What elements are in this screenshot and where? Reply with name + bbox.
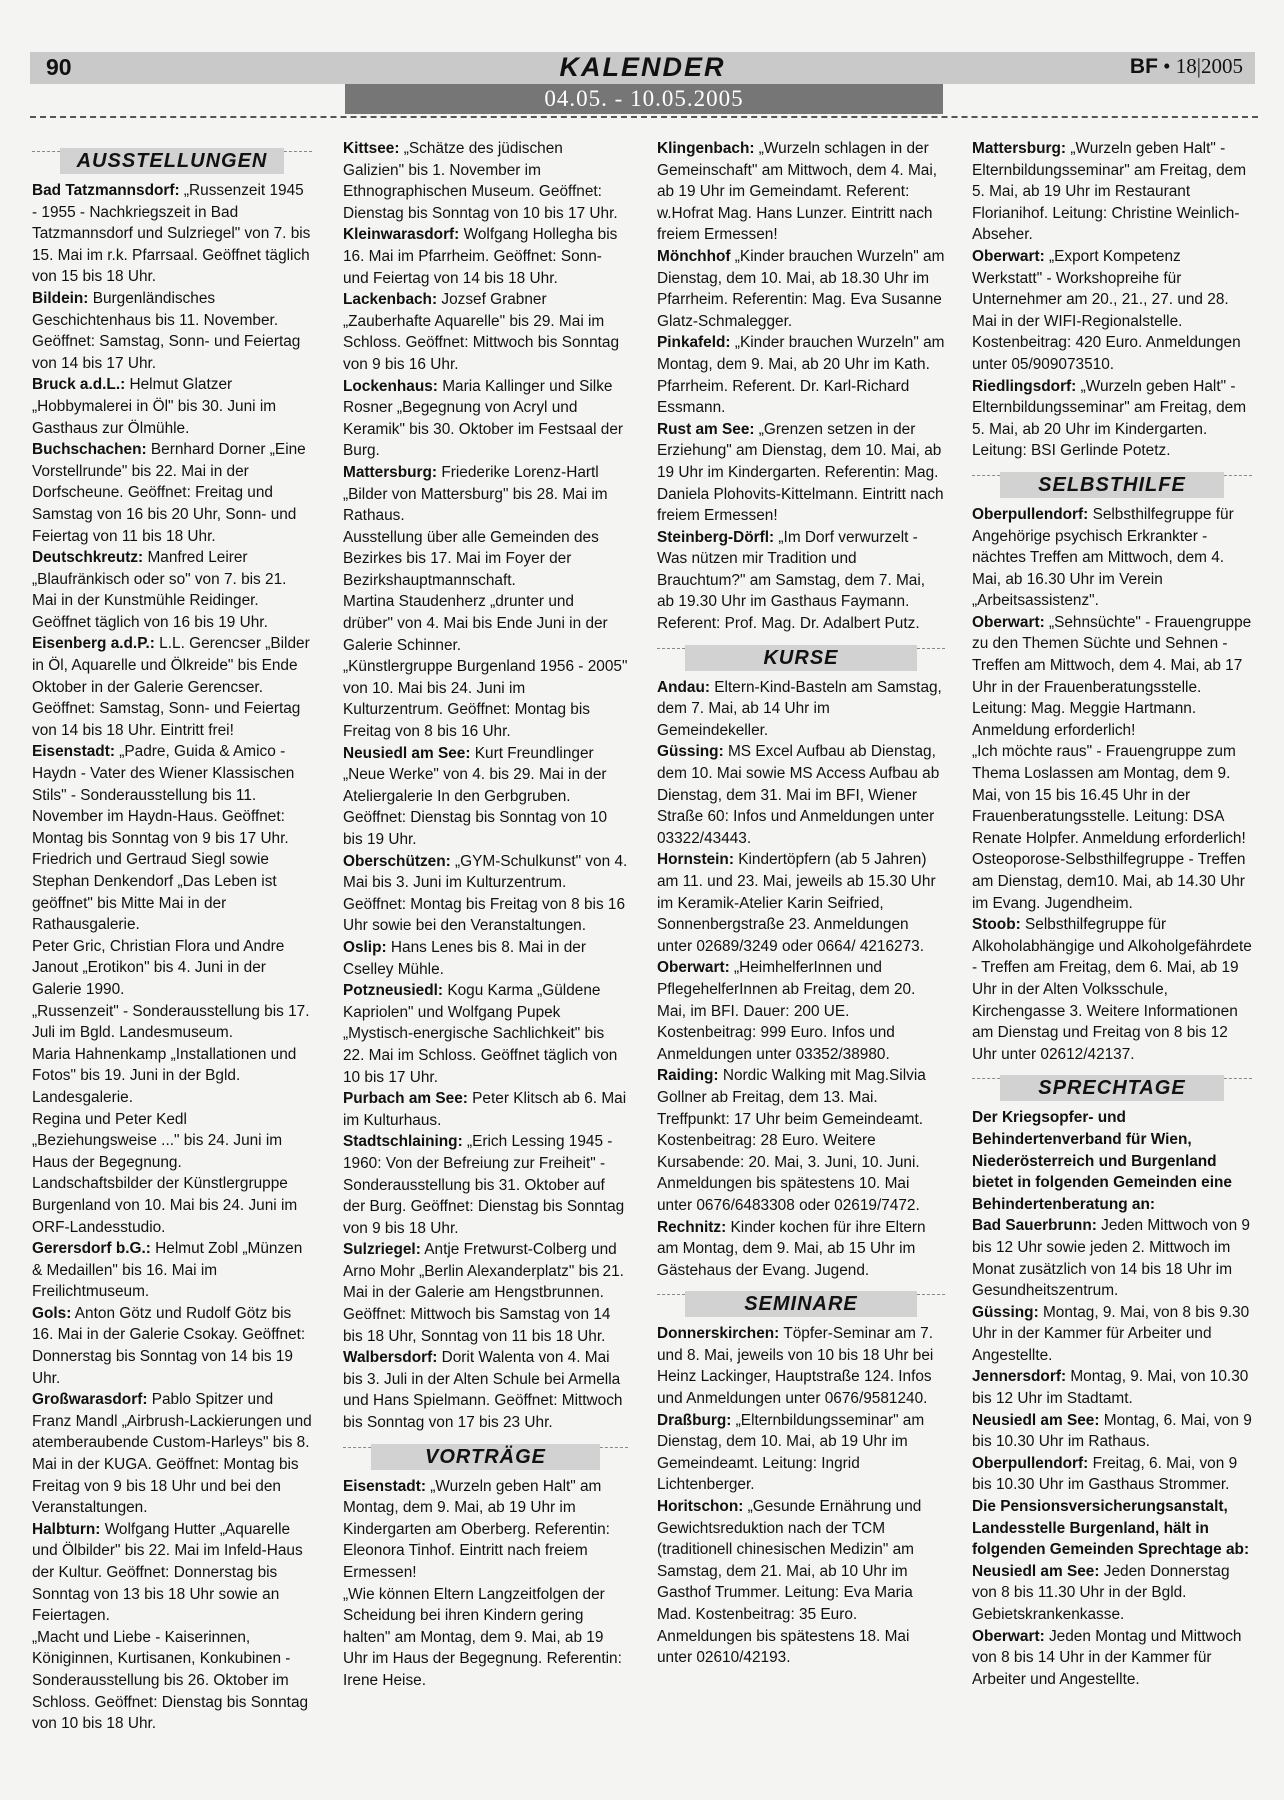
entry-text: Töpfer-Seminar am 7. und 8. Mai, jeweils von 10 bis 18 Uhr bei Heinz Lackinger, Hauptstraße 124. Infos und Anmeldungen unter 0676/9581240. — [657, 1325, 934, 1408]
entry-text: „HeimhelferInnen und PflegehelferInnen ab Freitag, dem 20. Mai, im BFI. Dauer: 200 UE. Kostenbeitrag: 999 Euro. Infos und Anmeldungen unter 03352/38980. — [657, 959, 916, 1063]
entry-text: Maria Kallinger und Silke Rosner „Begegnung von Acryl und Keramik" bis 30. Oktober im Festsaal der Burg. — [343, 377, 624, 460]
column-4 — [972, 138, 1252, 1690]
listing-entry — [972, 1366, 1252, 1409]
publication-abbr: BF — [1129, 55, 1158, 78]
listing-entry — [32, 180, 312, 288]
entry-text: Montag, 9. Mai, von 8 bis 9.30 Uhr in der Kammer für Arbeiter und Angestellte. — [972, 1303, 1250, 1364]
entry-place: Pinkafeld: — [657, 334, 731, 352]
entry-text: Landschaftsbilder der Künstlergruppe Burgenland von 10. Mai bis 24. Juni im ORF-Landesstudio. — [32, 1175, 298, 1236]
page-header — [30, 52, 1255, 84]
entry-place: Neusiedl am See: — [972, 1411, 1100, 1429]
entry-place: Oberschützen: — [343, 852, 451, 870]
notice-text: Die Pensionsversicherungsanstalt, Landesstelle Burgenland, hält in folgenden Gemeinden Sprechtage ab: — [972, 1498, 1250, 1559]
section-title: AUSSTELLUNGEN — [60, 148, 284, 174]
entry-place: Eisenberg a.d.P.: — [32, 635, 155, 653]
entry-place: Oberwart: — [657, 959, 730, 977]
entry-text: „Im Dorf verwurzelt - Was nützen mir Tradition und Brauchtum?" am Samstag, dem 7. Mai, ab 19.30 Uhr im Gasthaus Faymann. Referent: Prof. Mag. Dr. Adalbert Putz. — [657, 528, 926, 633]
listing-entry — [32, 633, 312, 741]
entry-text: Pablo Spitzer und Franz Mandl „Airbrush-Lackierungen und atemberaubende Custom-Harleys" bis 8. Mai in der KUGA. Geöffnet: Montag bis Freitag von 9 bis 18 Uhr und bei den Veranstaltungen. — [32, 1391, 312, 1517]
entry-place: Raiding: — [657, 1067, 719, 1085]
entry-text: „Grenzen setzen in der Erziehung" am Dienstag, dem 10. Mai, ab 19 Uhr im Kindergarten. Referentin: Mag. Daniela Plohovits-Kittelmann. Eintritt nach freiem Ermessen! — [657, 420, 944, 525]
entry-place: Walbersdorf: — [343, 1349, 438, 1367]
entry-place: Oberwart: — [972, 1627, 1045, 1645]
entry-place: Buchschachen: — [32, 441, 147, 459]
entry-text: „Wurzeln geben Halt" - Elternbildungsseminar" am Freitag, dem 5. Mai, ab 20 Uhr im Kindergarten. Leitung: BSI Gerlinde Potetz. — [972, 377, 1247, 460]
listing-entry — [343, 1347, 628, 1433]
listing-entry — [972, 504, 1252, 612]
listing-entry — [657, 1323, 945, 1409]
entry-text: Martina Staudenherz „drunter und drüber" von 4. Mai bis Ende Juni in der Galerie Schinner. — [343, 593, 608, 654]
entry-text: Regina und Peter Kedl „Beziehungsweise ..." bis 24. Juni im Haus der Begegnung. — [32, 1110, 283, 1171]
entry-place: Potzneusiedl: — [343, 982, 444, 1000]
listing-entry — [343, 376, 628, 462]
entry-place: Steinberg-Dörfl: — [657, 528, 775, 546]
listing-entry — [343, 1239, 628, 1347]
listing-entry — [972, 1626, 1252, 1691]
entry-place: Lockenhaus: — [343, 377, 438, 395]
entry-text: Jeden Montag und Mittwoch von 8 bis 14 Uhr in der Kammer für Arbeiter und Angestellte. — [972, 1627, 1242, 1688]
listing-entry — [972, 1410, 1252, 1453]
entry-place: Mattersburg: — [343, 463, 438, 481]
entry-place: Güssing: — [972, 1303, 1039, 1321]
listing-entry — [343, 1584, 628, 1692]
entry-place: Halbturn: — [32, 1520, 101, 1538]
entry-text: Osteoporose-Selbsthilfegruppe - Treffen am Dienstag, dem10. Mai, ab 14.30 Uhr im Evang. Jugendheim. — [972, 851, 1246, 912]
listing-entry — [343, 138, 628, 224]
listing-entry — [32, 439, 312, 547]
listing-entry — [972, 138, 1252, 246]
listing-entry — [972, 1453, 1252, 1496]
column-3 — [657, 138, 945, 1669]
listing-entry — [32, 741, 312, 849]
listing-entry — [32, 288, 312, 374]
listing-entry — [657, 246, 945, 332]
issue-number: 18|2005 — [1175, 54, 1243, 78]
entry-text: Bernhard Dorner „Eine Vorstellrunde" bis 22. Mai in der Dorfscheune. Geöffnet: Freitag und Samstag von 16 bis 20 Uhr, Sonn- und Feiertag von 11 bis 18 Uhr. — [32, 441, 306, 545]
listing-entry — [343, 980, 628, 1088]
page-title: KALENDER — [559, 52, 726, 82]
column-2 — [343, 138, 628, 1692]
entry-place: Güssing: — [657, 743, 724, 761]
section-header — [657, 1285, 945, 1317]
entry-text: Montag, 6. Mai, von 9 bis 10.30 Uhr im Rathaus. — [972, 1411, 1252, 1451]
entry-text: Ausstellung über alle Gemeinden des Bezirkes bis 17. Mai im Foyer der Bezirkshauptmannschaft. — [343, 528, 599, 589]
entry-text: Kindertöpfern (ab 5 Jahren) am 11. und 23. Mai, jeweils ab 15.30 Uhr im Keramik-Atelier Karin Seifried, Sonnenbergstraße 23. Anmeldungen unter 02689/3249 oder 0664/ 4216273. — [657, 851, 936, 955]
listing-entry — [343, 1088, 628, 1131]
section-title: SPRECHTAGE — [1000, 1075, 1224, 1101]
entry-place: Gols: — [32, 1304, 72, 1322]
entry-text: Peter Klitsch ab 6. Mai im Kulturhaus. — [343, 1090, 627, 1129]
entry-place: Kittsee: — [343, 140, 400, 157]
notice-text: Der Kriegsopfer- und Behindertenverband für Wien, Niederösterreich und Burgenland bietet in folgenden Gemeinden eine Behindertenberatung an: — [972, 1109, 1232, 1213]
entry-place: Stoob: — [972, 916, 1021, 934]
page-number: 90 — [46, 54, 72, 80]
listing-entry — [972, 612, 1252, 742]
entry-text: Selbsthilfegruppe für Alkoholabhängige und Alkoholgefährdete - Treffen am Freitag, dem 6. Mai, ab 19 Uhr in der Alten Volksschule, Kirchengasse 3. Weitere Informationen am Dienstag und Freitag von 8 bis 12 Uhr unter 02612/42137. — [972, 916, 1252, 1063]
entry-place: Oberwart: — [972, 613, 1045, 631]
entry-place: Eisenstadt: — [343, 1477, 426, 1495]
listing-entry — [657, 527, 945, 635]
listing-entry — [343, 224, 628, 289]
entry-text: Friedrich und Gertraud Siegl sowie Stephan Denkendorf „Das Leben ist geöffnet" bis Mitte Mai in der Rathausgalerie. — [32, 851, 277, 934]
section-title: KURSE — [685, 645, 917, 671]
entry-place: Mönchhof — [657, 247, 731, 265]
listing-entry — [972, 246, 1252, 376]
listing-entry — [657, 419, 945, 527]
entry-text: „Ich möchte raus" - Frauengruppe zum Thema Loslassen am Montag, dem 9. Mai, von 15 bis 16.45 Uhr in der Frauenberatungsstelle. Leitung: DSA Renate Holpfer. Anmeldung erforderlich! — [972, 743, 1246, 847]
listing-entry — [32, 1627, 312, 1735]
entry-place: Oberwart: — [972, 247, 1045, 265]
entry-text: „GYM-Schulkunst" von 4. Mai bis 3. Juni im Kulturzentrum. Geöffnet: Montag bis Freitag von 8 bis 16 Uhr sowie bei den Veranstaltungen. — [343, 852, 628, 935]
listing-entry — [32, 547, 312, 633]
header-divider — [30, 116, 1258, 118]
entry-place: Großwarasdorf: — [32, 1391, 148, 1409]
section-header — [32, 142, 312, 174]
entry-text: „Macht und Liebe - Kaiserinnen, Königinnen, Kurtisanen, Konkubinen - Sonderausstellung bis 26. Oktober im Schloss. Geöffnet: Dienstag bis Sonntag von 10 bis 18 Uhr. — [32, 1628, 309, 1733]
listing-entry — [972, 914, 1252, 1065]
listing-entry — [343, 527, 628, 592]
entry-place: Bad Tatzmannsdorf: — [32, 182, 180, 199]
listing-entry — [657, 1496, 945, 1669]
entry-place: Mattersburg: — [972, 140, 1067, 157]
section-title: SELBSTHILFE — [1000, 472, 1224, 498]
entry-text: Freitag, 6. Mai, von 9 bis 10.30 Uhr im Gasthaus Strommer. — [972, 1454, 1238, 1494]
entry-place: Bildein: — [32, 289, 89, 307]
entry-text: Wolfgang Hollegha bis 16. Mai im Pfarrheim. Geöffnet: Sonn- und Feiertag von 14 bis 18 Uhr. — [343, 226, 618, 287]
entry-text: „Wie können Eltern Langzeitfolgen der Scheidung bei ihren Kindern gering halten" am Montag, dem 9. Mai, ab 19 Uhr im Haus der Begegnung. Referentin: Irene Heise. — [343, 1585, 622, 1689]
entry-text: Kogu Karma „Güldene Kapriolen" und Wolfgang Pupek „Mystisch-energische Sachlichkeit" bis 22. Mai im Schloss. Geöffnet täglich von 10 bis 17 Uhr. — [343, 982, 618, 1086]
entry-text: „Gesunde Ernährung und Gewichtsreduktion nach der TCM (traditionell chinesischen Medizin" am Samstag, dem 21. Mai, ab 10 Uhr im Gasthof Trummer. Leitung: Eva Maria Mad. Kostenbeitrag: 35 Euro. Anmeldungen bis spätestens 18. Mai unter 02610/42193. — [657, 1498, 922, 1667]
listing-entry — [32, 1001, 312, 1044]
entry-text: Jeden Donnerstag von 8 bis 11.30 Uhr in der Bgld. Gebietskrankenkasse. — [972, 1562, 1230, 1623]
listing-entry — [657, 677, 945, 742]
entry-place: Horitschon: — [657, 1498, 744, 1516]
entry-text: „Wurzeln geben Halt" am Montag, dem 9. Mai, ab 19 Uhr im Kindergarten am Oberberg. Referentin: Eleonora Tinhof. Eintritt nach freiem Ermessen! — [343, 1477, 610, 1581]
section-header — [972, 1069, 1252, 1101]
listing-entry — [343, 1131, 628, 1239]
entry-text: Eltern-Kind-Basteln am Samstag, dem 7. Mai, ab 14 Uhr im Gemeindekeller. — [657, 678, 942, 739]
listing-entry — [32, 1238, 312, 1303]
listing-entry — [972, 1561, 1252, 1626]
listing-entry — [657, 138, 945, 246]
entry-text: Helmut Zobl „Münzen & Medaillen" bis 16. Mai im Freilichtmuseum. — [32, 1240, 303, 1301]
entry-text: „Padre, Guida & Amico - Haydn - Vater des Wiener Klassischen Stils" - Sonderausstellung bis 11. November im Haydn-Haus. Geöffnet: Montag bis Sonntag von 9 bis 17 Uhr. — [32, 743, 295, 847]
listing-entry — [343, 1476, 628, 1584]
entry-place: Jennersdorf: — [972, 1368, 1067, 1386]
listing-entry — [972, 1302, 1252, 1367]
entry-place: Rust am See: — [657, 420, 755, 438]
entry-place: Eisenstadt: — [32, 743, 115, 761]
entry-place: Hornstein: — [657, 851, 734, 869]
entry-text: Maria Hahnenkamp „Installationen und Fotos" bis 19. Juni in der Bgld. Landesgalerie. — [32, 1045, 297, 1106]
entry-text: „Russenzeit 1945 - 1955 - Nachkriegszeit in Bad Tatzmannsdorf und Sulzriegel" von 7. bis 15. Mai im r.k. Pfarrsaal. Geöffnet täglich von 15 bis 18 Uhr. — [32, 182, 311, 286]
entry-place: Klingenbach: — [657, 140, 755, 157]
entry-text: Dorit Walenta von 4. Mai bis 3. Juli in der Alten Schule bei Armella und Hans Spielmann. Geöffnet: Mittwoch bis Sonntag von 17 bis 23 Uhr. — [343, 1349, 623, 1432]
entry-text: „Kinder brauchen Wurzeln" am Dienstag, dem 10. Mai, ab 18.30 Uhr im Pfarrheim. Referentin: Mag. Eva Susanne Glatz-Schmalegger. — [657, 247, 945, 330]
entry-place: Oberpullendorf: — [972, 505, 1089, 523]
listing-entry — [343, 462, 628, 527]
entry-text: Kinder kochen für ihre Eltern am Montag, dem 9. Mai, ab 15 Uhr im Gästehaus der Evang. Jugend. — [657, 1218, 926, 1279]
entry-place: Kleinwarasdorf: — [343, 226, 460, 244]
listing-entry — [32, 849, 312, 935]
entry-text: Helmut Glatzer „Hobbymalerei in Öl" bis 30. Juni im Gasthaus zur Ölmühle. — [32, 376, 277, 437]
listing-entry — [32, 1044, 312, 1109]
listing-entry — [972, 376, 1252, 462]
entry-text: „Künstlergruppe Burgenland 1956 - 2005" von 10. Mai bis 24. Juni im Kulturzentrum. Geöffnet: Montag bis Freitag von 8 bis 16 Uhr. — [343, 658, 628, 741]
entry-text: Kurt Freundlinger „Neue Werke" von 4. bis 29. Mai in der Ateliergalerie In den Gerbgruben. Geöffnet: Dienstag bis Sonntag von 10 bis 19 Uhr. — [343, 744, 608, 848]
entry-text: Nordic Walking mit Mag.Silvia Gollner ab Freitag, dem 13. Mai. Treffpunkt: 17 Uhr beim Gemeindeamt. Kostenbeitrag: 28 Euro. Weitere Kursabende: 20. Mai, 3. Juni, 10. Juni. Anmeldungen bis spätestens 10. Mai unter 0676/6483308 oder 02619/7472. — [657, 1067, 926, 1214]
entry-place: Neusiedl am See: — [343, 744, 471, 762]
entry-text: „Elternbildungsseminar" am Dienstag, dem 10. Mai, ab 19 Uhr im Gemeindeamt. Leitung: Ingrid Lichtenberger. — [657, 1411, 925, 1494]
listing-entry — [343, 743, 628, 851]
entry-place: Bad Sauerbrunn: — [972, 1217, 1097, 1235]
listing-entry — [32, 1303, 312, 1389]
listing-entry — [343, 851, 628, 937]
listing-entry — [657, 849, 945, 957]
entry-text: Friederike Lorenz-Hartl „Bilder von Mattersburg" bis 28. Mai im Rathaus. — [343, 463, 608, 525]
entry-text: Burgenländisches Geschichtenhaus bis 11. November. Geöffnet: Samstag, Sonn- und Feiertag von 14 bis 17 Uhr. — [32, 289, 301, 372]
entry-text: Hans Lenes bis 8. Mai in der Cselley Mühle. — [343, 938, 586, 978]
entry-text: MS Excel Aufbau ab Dienstag, dem 10. Mai sowie MS Access Aufbau ab Dienstag, dem 31. Mai im BFI, Wiener Straße 60: Infos und Anmeldungen unter 03322/43443. — [657, 743, 940, 847]
listing-entry — [657, 1410, 945, 1496]
entry-text: „Sehnsüchte" - Frauengruppe zu den Themen Süchte und Sehnen - Treffen am Mittwoch, dem 4. Mai, ab 17 Uhr in der Frauenberatungsstelle. Leitung: Mag. Meggie Hartmann. Anmeldung erforderlich! — [972, 613, 1252, 739]
entry-text: „Wurzeln geben Halt" - Elternbildungsseminar" am Freitag, dem 5. Mai, ab 19 Uhr im Restaurant Florianihof. Leitung: Christine Weinlich-Abseher. — [972, 140, 1247, 244]
entry-place: Bruck a.d.L.: — [32, 376, 126, 394]
section-title: SEMINARE — [685, 1291, 917, 1317]
entry-text: Montag, 9. Mai, von 10.30 bis 12 Uhr im Stadtamt. — [972, 1368, 1249, 1408]
listing-entry — [32, 1519, 312, 1627]
entry-place: Lackenbach: — [343, 291, 438, 309]
listing-entry — [657, 1065, 945, 1216]
listing-entry — [343, 289, 628, 375]
listing-entry — [657, 332, 945, 418]
entry-place: Oberpullendorf: — [972, 1454, 1089, 1472]
entry-text: „Wurzeln schlagen in der Gemeinschaft" am Mittwoch, dem 4. Mai, ab 19 Uhr im Gemeindamt. Referent: w.Hofrat Mag. Hans Lunzer. Eintritt nach freiem Ermessen! — [657, 140, 938, 244]
entry-text: Anton Götz und Rudolf Götz bis 16. Mai in der Galerie Csokay. Geöffnet: Donnerstag bis Sonntag von 14 bis 19 Uhr. — [32, 1304, 306, 1387]
listing-entry — [657, 1217, 945, 1282]
entry-place: Gerersdorf b.G.: — [32, 1240, 151, 1258]
listing-entry — [32, 936, 312, 1001]
listing-entry — [343, 591, 628, 656]
entry-text: „Export Kompetenz Werkstatt" - Workshopreihe für Unternehmer am 20., 21., 27. und 28. Mai in der WIFI-Regionalstelle. Kostenbeitrag: 420 Euro. Anmeldungen unter 05/909073510. — [972, 247, 1241, 373]
listing-entry — [972, 1215, 1252, 1301]
listing-entry — [972, 849, 1252, 914]
listing-entry — [343, 937, 628, 980]
entry-place: Deutschkreutz: — [32, 549, 144, 567]
entry-text: „Schätze des jüdischen Galizien" bis 1. November im Ethnographischen Museum. Geöffnet: Dienstag bis Sonntag von 10 bis 17 Uhr. — [343, 140, 618, 222]
entry-text: L.L. Gerencser „Bilder in Öl, Aquarelle und Ölkreide" bis Ende Oktober in der Galerie Gerencser. Geöffnet: Samstag, Sonn- und Feiertag von 14 bis 18 Uhr. Eintritt frei! — [32, 635, 310, 739]
entry-place: Donnerskirchen: — [657, 1325, 780, 1343]
date-range: 04.05. - 10.05.2005 — [345, 84, 943, 114]
listing-entry — [32, 1173, 312, 1238]
section-header — [343, 1438, 628, 1470]
listing-entry — [32, 1389, 312, 1519]
section-title: VORTRÄGE — [371, 1444, 600, 1470]
entry-text: Antje Fretwurst-Colberg und Arno Mohr „Berlin Alexanderplatz" bis 21. Mai in der Galerie am Hengstbrunnen. Geöffnet: Mittwoch bis Samstag von 14 bis 18 Uhr, Sonntag von 11 bis 18 Uhr. — [343, 1241, 624, 1345]
entry-text: „Russenzeit" - Sonderausstellung bis 17. Juli im Bgld. Landesmuseum. — [32, 1002, 310, 1042]
entry-place: Riedlingsdorf: — [972, 377, 1077, 395]
entry-text: Jeden Mittwoch von 9 bis 12 Uhr sowie jeden 2. Mittwoch im Monat zusätzlich von 14 bis 18 Uhr im Gesundheitszentrum. — [972, 1217, 1250, 1300]
listing-entry — [657, 741, 945, 849]
entry-text: Jozsef Grabner „Zauberhafte Aquarelle" bis 29. Mai im Schloss. Geöffnet: Mittwoch bis Sonntag von 9 bis 16 Uhr. — [343, 291, 620, 373]
issue-info: BF • 18|2005 — [1129, 54, 1243, 78]
entry-place: Sulzriegel: — [343, 1241, 421, 1259]
entry-place: Draßburg: — [657, 1411, 732, 1429]
entry-text: Selbsthilfegruppe für Angehörige psychisch Erkrankter - nächtes Treffen am Mittwoch, dem 4. Mai, ab 16.30 Uhr im Verein „Arbeitsassistenz". — [972, 505, 1234, 610]
entry-place: Andau: — [657, 678, 711, 696]
entry-place: Oslip: — [343, 938, 387, 956]
listing-entry — [343, 656, 628, 742]
notice-intro — [972, 1496, 1252, 1561]
entry-text: Peter Gric, Christian Flora und Andre Janout „Erotikon" bis 4. Juni in der Galerie 1990. — [32, 937, 285, 998]
listing-entry — [972, 741, 1252, 849]
column-1 — [32, 138, 312, 1735]
section-header — [972, 466, 1252, 498]
entry-place: Purbach am See: — [343, 1090, 468, 1108]
entry-place: Neusiedl am See: — [972, 1562, 1100, 1580]
entry-text: „Erich Lessing 1945 - 1960: Von der Befreiung zur Freiheit" - Sonderausstellung bis 31. Oktober auf der Burg. Geöffnet: Dienstag bis Sonntag von 9 bis 18 Uhr. — [343, 1133, 625, 1237]
listing-entry — [657, 957, 945, 1065]
notice-intro — [972, 1107, 1252, 1215]
section-header — [657, 639, 945, 671]
listing-entry — [32, 1109, 312, 1174]
entry-text: Wolfgang Hutter „Aquarelle und Ölbilder" bis 22. Mai im Infeld-Haus der Kultur. Geöffnet: Donnerstag bis Sonntag von 13 bis 18 Uhr sowie an Feiertagen. — [32, 1520, 303, 1625]
listing-entry — [32, 374, 312, 439]
entry-place: Stadtschlaining: — [343, 1133, 463, 1151]
entry-place: Rechnitz: — [657, 1218, 727, 1236]
entry-text: „Kinder brauchen Wurzeln" am Montag, dem 9. Mai, ab 20 Uhr im Kath. Pfarrheim. Referent. Dr. Karl-Richard Essmann. — [657, 334, 945, 417]
entry-text: Manfred Leirer „Blaufränkisch oder so" von 7. bis 21. Mai in der Kunstmühle Reidinger. Geöffnet täglich von 16 bis 19 Uhr. — [32, 549, 287, 631]
